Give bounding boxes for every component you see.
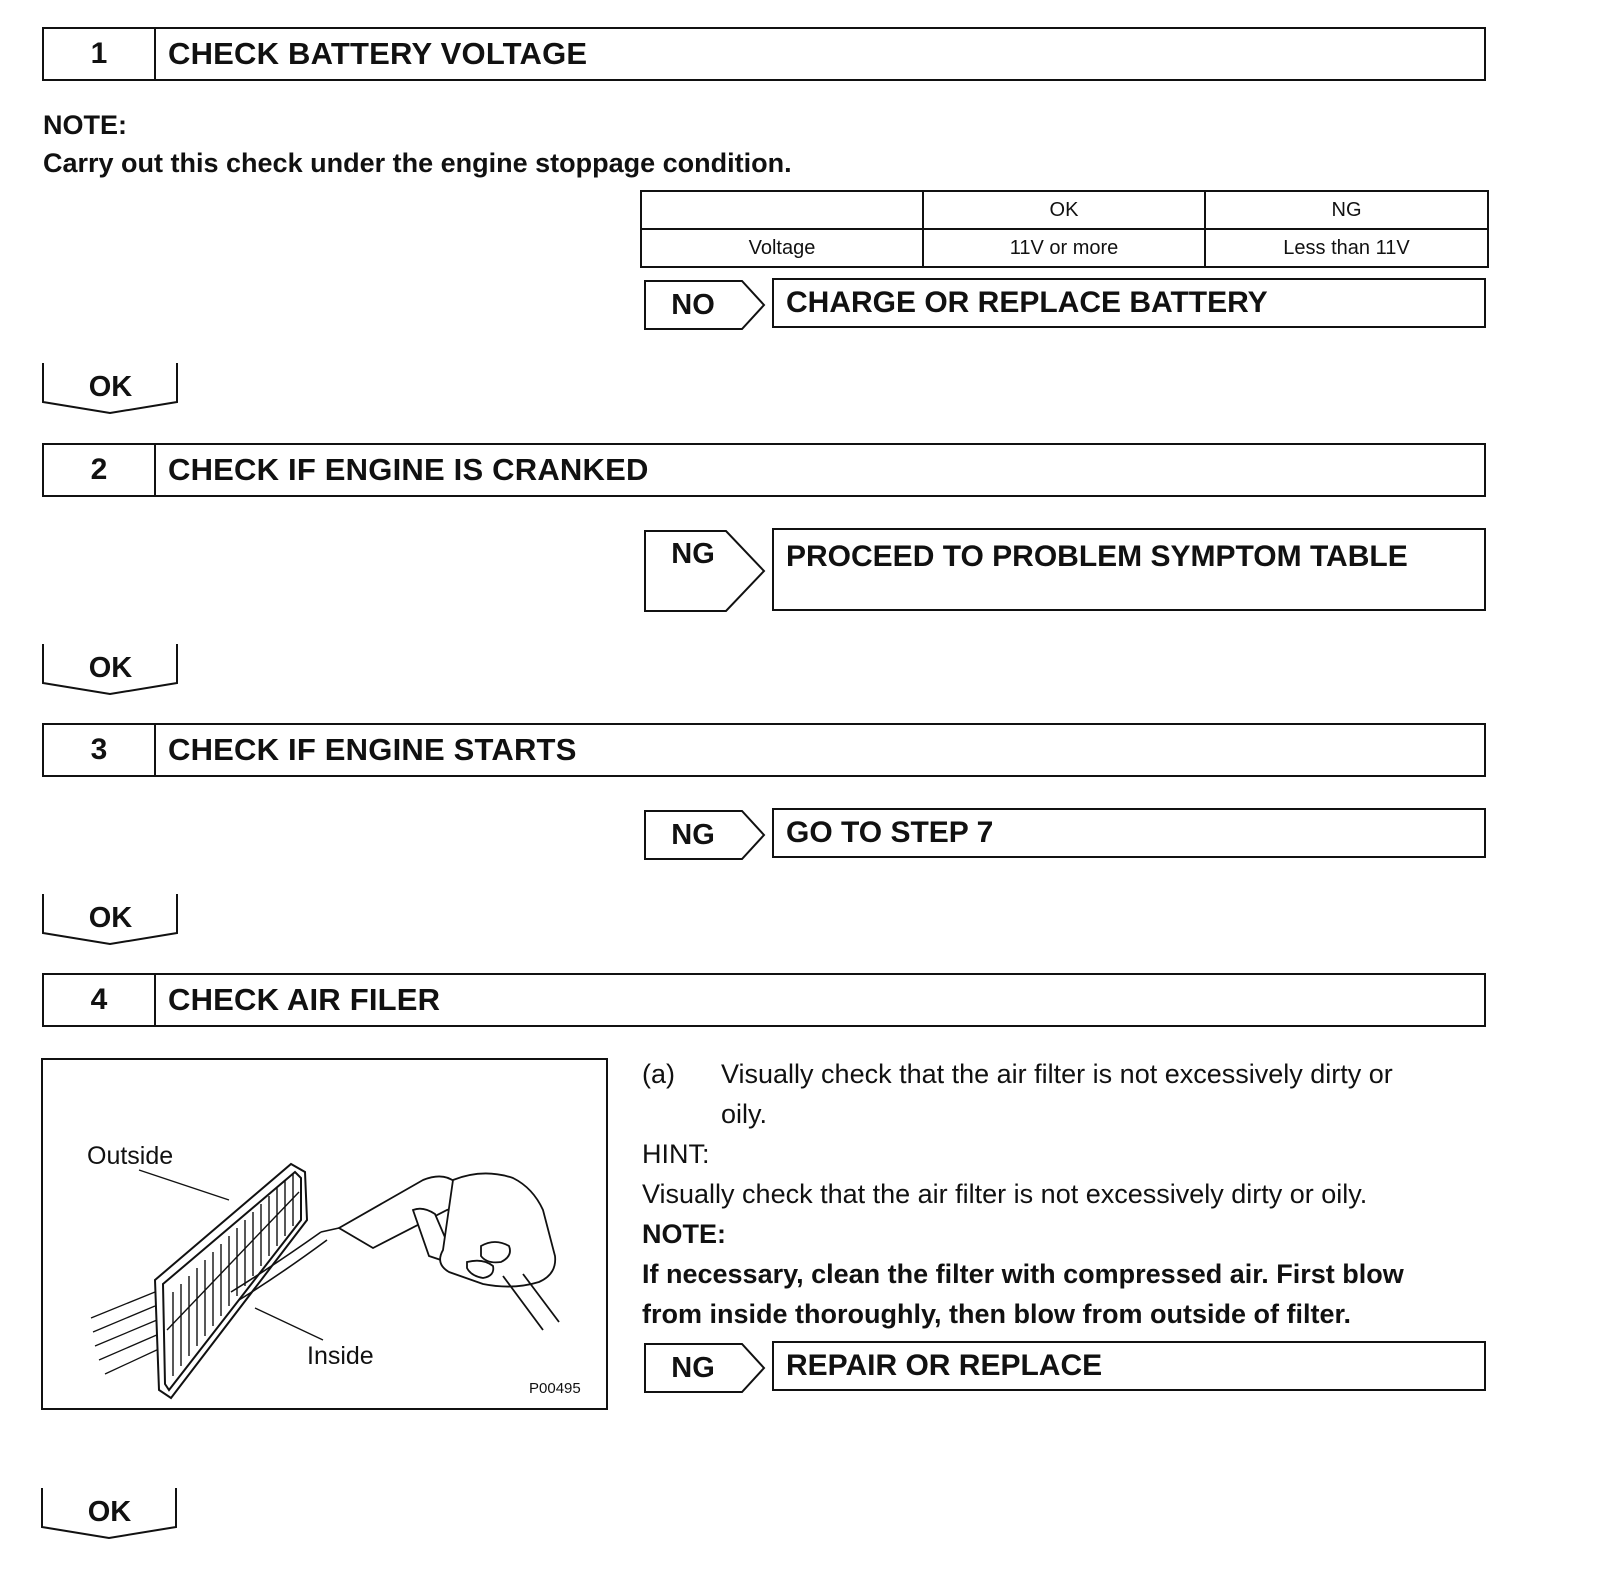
branch-action-box: PROCEED TO PROBLEM SYMPTOM TABLE bbox=[772, 528, 1486, 611]
ok-label: OK bbox=[88, 652, 133, 684]
item-text-line1: Visually check that the air filter is not excessively dirty or bbox=[721, 1059, 1393, 1089]
step-number: 2 bbox=[44, 445, 156, 495]
ok-label: OK bbox=[87, 1496, 132, 1528]
voltage-spec-table bbox=[640, 190, 1489, 268]
note-line2: from inside thoroughly, then blow from outside of filter. bbox=[642, 1299, 1351, 1329]
branch-action-box: CHARGE OR REPLACE BATTERY bbox=[772, 278, 1486, 328]
ok-tag bbox=[42, 643, 179, 695]
table-cell: 11V or more bbox=[923, 229, 1205, 267]
figure-label-inside: Inside bbox=[307, 1342, 374, 1370]
step-title: CHECK AIR FILER bbox=[168, 982, 441, 1017]
ok-tag bbox=[41, 1487, 178, 1539]
branch-action-box: GO TO STEP 7 bbox=[772, 808, 1486, 858]
step-title: CHECK IF ENGINE STARTS bbox=[168, 732, 577, 767]
item-marker: (a) bbox=[642, 1059, 675, 1089]
step-3-header bbox=[42, 723, 1486, 777]
step-number: 1 bbox=[44, 29, 156, 79]
figure-label-outside: Outside bbox=[87, 1142, 174, 1170]
step-number: 4 bbox=[44, 975, 156, 1025]
branch-label: NG bbox=[671, 818, 715, 851]
ng-branch-arrow bbox=[644, 810, 766, 860]
air-filter-figure bbox=[41, 1058, 608, 1410]
note-label: NOTE: bbox=[642, 1219, 726, 1249]
note-line1: If necessary, clean the filter with compressed air. First blow bbox=[642, 1259, 1404, 1289]
note-text: Carry out this check under the engine stoppage condition. bbox=[43, 148, 792, 178]
table-header-cell bbox=[641, 191, 923, 229]
ng-branch-arrow bbox=[644, 530, 766, 612]
note-label: NOTE: bbox=[43, 110, 127, 140]
no-branch-arrow bbox=[644, 280, 766, 330]
step-title: CHECK BATTERY VOLTAGE bbox=[168, 36, 588, 71]
branch-label: NO bbox=[671, 288, 715, 321]
hint-text: Visually check that the air filter is not excessively dirty or oily. bbox=[642, 1179, 1368, 1209]
table-header-row bbox=[641, 191, 1488, 229]
table-header-cell: NG bbox=[1205, 191, 1488, 229]
branch-label: NG bbox=[671, 538, 715, 570]
step-title: CHECK IF ENGINE IS CRANKED bbox=[168, 452, 649, 487]
step-4-header bbox=[42, 973, 1486, 1027]
table-cell: Voltage bbox=[641, 229, 923, 267]
ok-tag bbox=[42, 362, 179, 414]
table-header-cell: OK bbox=[923, 191, 1205, 229]
figure-code: P00495 bbox=[529, 1380, 581, 1397]
hint-label: HINT: bbox=[642, 1139, 710, 1169]
item-text-line2: oily. bbox=[721, 1099, 768, 1129]
step-1-header bbox=[42, 27, 1486, 81]
table-cell: Less than 11V bbox=[1205, 229, 1488, 267]
ok-tag bbox=[42, 893, 179, 945]
branch-label: NG bbox=[671, 1351, 715, 1384]
branch-action-box: REPAIR OR REPLACE bbox=[772, 1341, 1486, 1391]
step-2-header bbox=[42, 443, 1486, 497]
ok-label: OK bbox=[88, 902, 133, 934]
table-row bbox=[641, 229, 1488, 267]
step-number: 3 bbox=[44, 725, 156, 775]
ok-label: OK bbox=[88, 371, 133, 403]
ng-branch-arrow bbox=[644, 1343, 766, 1393]
